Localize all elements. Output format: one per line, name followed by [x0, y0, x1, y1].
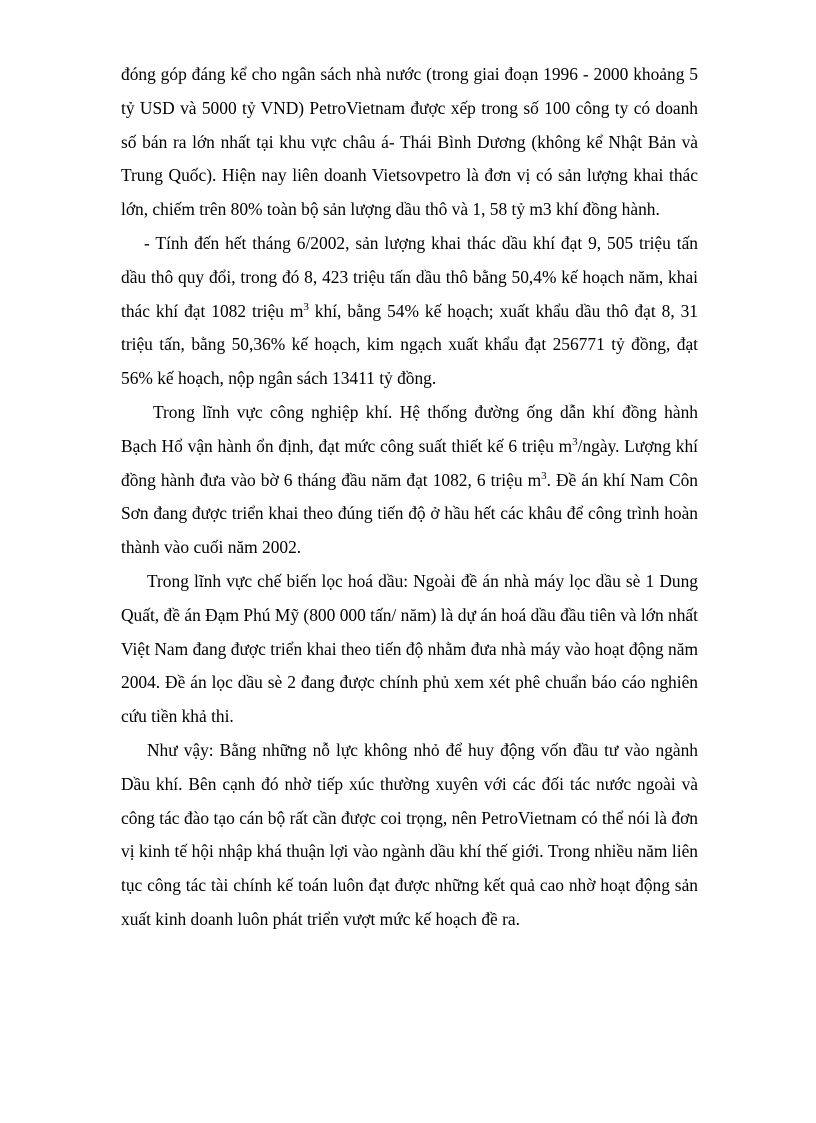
paragraph-conclusion [121, 734, 698, 937]
superscript: 3 [303, 300, 309, 313]
paragraph-production-bullet [121, 227, 698, 396]
text-run: Trong lĩnh vực công nghiệp khí. Hệ thống đường ống dẫn khí đồng hành Bạch Hổ vận hành ổn định, đạt mức công suất thiết kế 6 triệu m [121, 401, 698, 456]
paragraph-budget-contribution [121, 58, 698, 227]
text-run: - Tính đến hết tháng 6/2002, sản lượng khai thác dầu khí đạt 9, 505 triệu tấn dầu thô quy đổi, trong đó 8, 423 triệu tấn dầu thô bằng 50,4% kế hoạch năm, khai thác khí đạt 1082 triệu m [121, 232, 698, 321]
text-run: /ngày. Lượng khí đồng hành đưa vào bờ 6 tháng đầu năm đạt 1082, 6 triệu m [121, 435, 698, 490]
paragraph-gas-industry [121, 396, 698, 565]
text-run: đóng góp đáng kể cho ngân sách nhà nước (trong giai đoạn 1996 - 2000 khoảng 5 tỷ USD và 5000 tỷ VND) PetroVietnam được xếp trong số 100 công ty có doanh số bán ra lớn nhất tại khu vực châu á- Thái Bình Dương (không kể Nhật Bản và Trung Quốc). Hiện nay liên doanh Vietsovpetro là đơn vị có sản lượng khai thác lớn, chiếm trên 80% toàn bộ sản lượng dầu thô và 1, 58 tỷ m3 khí đồng hành. [121, 64, 698, 220]
text-run: khí, bằng 54% kế hoạch; xuất khẩu dầu thô đạt 8, 31 triệu tấn, bằng 50,36% kế hoạch, kim ngạch xuất khẩu đạt 256771 tỷ đồng, đạt 56% kế hoạch, nộp ngân sách 13411 tỷ đồng. [121, 300, 699, 389]
text-run: Như vậy: Bằng những nỗ lực không nhỏ để huy động vốn đầu tư vào ngành Dầu khí. Bên cạnh đó nhờ tiếp xúc thường xuyên với các đối tác nước ngoài và công tác đào tạo cán bộ rất cần được coi trọng, nên PetroVietnam có thể nói là đơn vị kinh tế hội nhập khá thuận lợi vào ngành dầu khí thế giới. Trong nhiều năm liên tục công tác tài chính kế toán luôn đạt được những kết quả cao nhờ hoạt động sản xuất kinh doanh luôn phát triển vượt mức kế hoạch đề ra. [121, 739, 698, 929]
superscript: 3 [541, 469, 547, 482]
paragraph-refining [121, 565, 698, 734]
text-run: . Đề án khí Nam Côn Sơn đang được triển khai theo đúng tiến độ ở hầu hết các khâu để công trình hoàn thành vào cuối năm 2002. [121, 469, 699, 558]
superscript: 3 [572, 435, 578, 448]
text-run: Trong lĩnh vực chế biến lọc hoá dầu: Ngoài đề án nhà máy lọc dầu sè 1 Dung Quất, đề án Đạm Phú Mỹ (800 000 tấn/ năm) là dự án hoá dầu đầu tiên và lớn nhất Việt Nam đang được triển khai theo tiến độ nhằm đưa nhà máy vào hoạt động năm 2004. Đề án lọc dầu sè 2 đang được chính phủ xem xét phê chuẩn báo cáo nghiên cứu tiền khả thi. [121, 570, 698, 727]
